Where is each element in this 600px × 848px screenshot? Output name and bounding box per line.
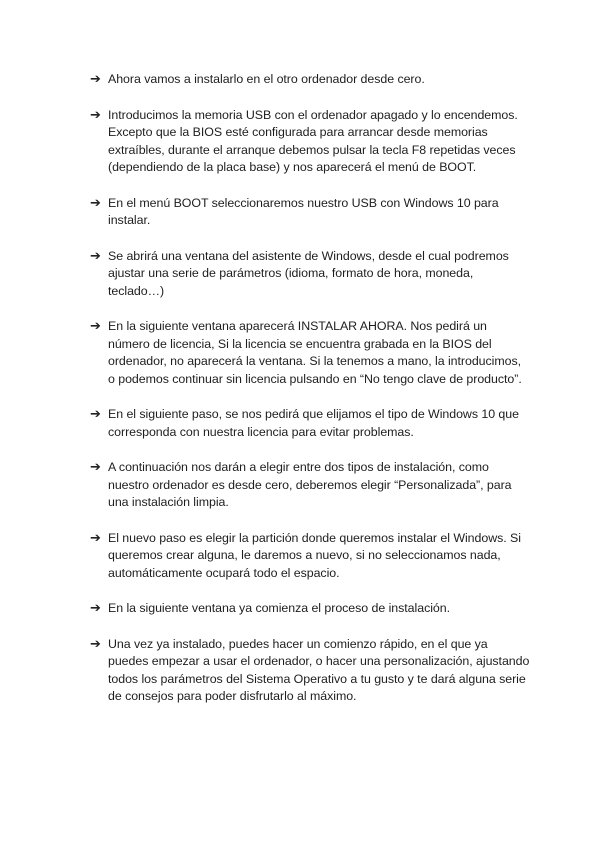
list-item-text: En el menú BOOT seleccionaremos nuestro USB con Windows 10 para instalar. <box>108 195 499 227</box>
list-item <box>90 600 530 618</box>
list-item-text: A continuación nos darán a elegir entre dos tipos de instalación, como nuestro ordenador es desde cero, deberemos elegir “Personalizada”, para una instalación limpia. <box>108 460 512 509</box>
arrow-bullet-icon: ➔ <box>90 107 101 123</box>
list-item-text: Se abrirá una ventana del asistente de Windows, desde el cual podremos ajustar una serie de parámetros (idioma, formato de hora, moneda, teclado…) <box>108 248 509 298</box>
list-item-text: En la siguiente ventana ya comienza el proceso de instalación. <box>108 601 450 615</box>
instruction-list <box>90 71 530 706</box>
list-item-text: El nuevo paso es elegir la partición donde queremos instalar el Windows. Si queremos crear alguna, le daremos a nuevo, si no seleccionamos nada, automáticamente ocupará todo el espacio. <box>108 530 521 580</box>
list-item <box>90 248 530 301</box>
list-item <box>90 636 530 706</box>
arrow-bullet-icon: ➔ <box>90 248 101 264</box>
arrow-bullet-icon: ➔ <box>90 460 101 475</box>
list-item-text: Una vez ya instalado, puedes hacer un comienzo rápido, en el que ya puedes empezar a usar el ordenador, o hacer una personalización, ajustando todos los parámetros del Sistema Operativo a tu gusto y te dará alguna serie de consejos para poder disfrutarlo al máximo. <box>108 636 530 703</box>
list-item <box>90 107 530 177</box>
arrow-bullet-icon: ➔ <box>90 72 101 87</box>
arrow-bullet-icon: ➔ <box>90 407 101 422</box>
list-item <box>90 318 530 388</box>
arrow-bullet-icon: ➔ <box>90 530 101 546</box>
arrow-bullet-icon: ➔ <box>90 319 101 334</box>
list-item <box>90 530 530 583</box>
list-item <box>90 459 530 512</box>
list-item <box>90 195 530 230</box>
arrow-bullet-icon: ➔ <box>90 636 101 652</box>
arrow-bullet-icon: ➔ <box>90 601 101 616</box>
list-item-text: En el siguiente paso, se nos pedirá que elijamos el tipo de Windows 10 que corresponda con nuestra licencia para evitar problemas. <box>108 407 519 439</box>
list-item-text: Introducimos la memoria USB con el ordenador apagado y lo encendemos. Excepto que la BIOS esté configurada para arrancar desde memorias extraíbles, durante el arranque debemos pulsar la tecla F8 repetidas veces (dependiendo de la placa base) y nos aparecerá el menú de BOOT. <box>108 107 518 174</box>
list-item <box>90 71 530 89</box>
list-item <box>90 406 530 441</box>
arrow-bullet-icon: ➔ <box>90 195 101 211</box>
list-item-text: En la siguiente ventana aparecerá INSTALAR AHORA. Nos pedirá un número de licencia, Si la licencia se encuentra grabada en la BIOS del ordenador, no aparecerá la ventana. Si la tenemos a mano, la introducimos, o podemos continuar sin licencia pulsando en “No tengo clave de producto”. <box>108 319 522 386</box>
list-item-text: Ahora vamos a instalarlo en el otro ordenador desde cero. <box>108 72 425 86</box>
